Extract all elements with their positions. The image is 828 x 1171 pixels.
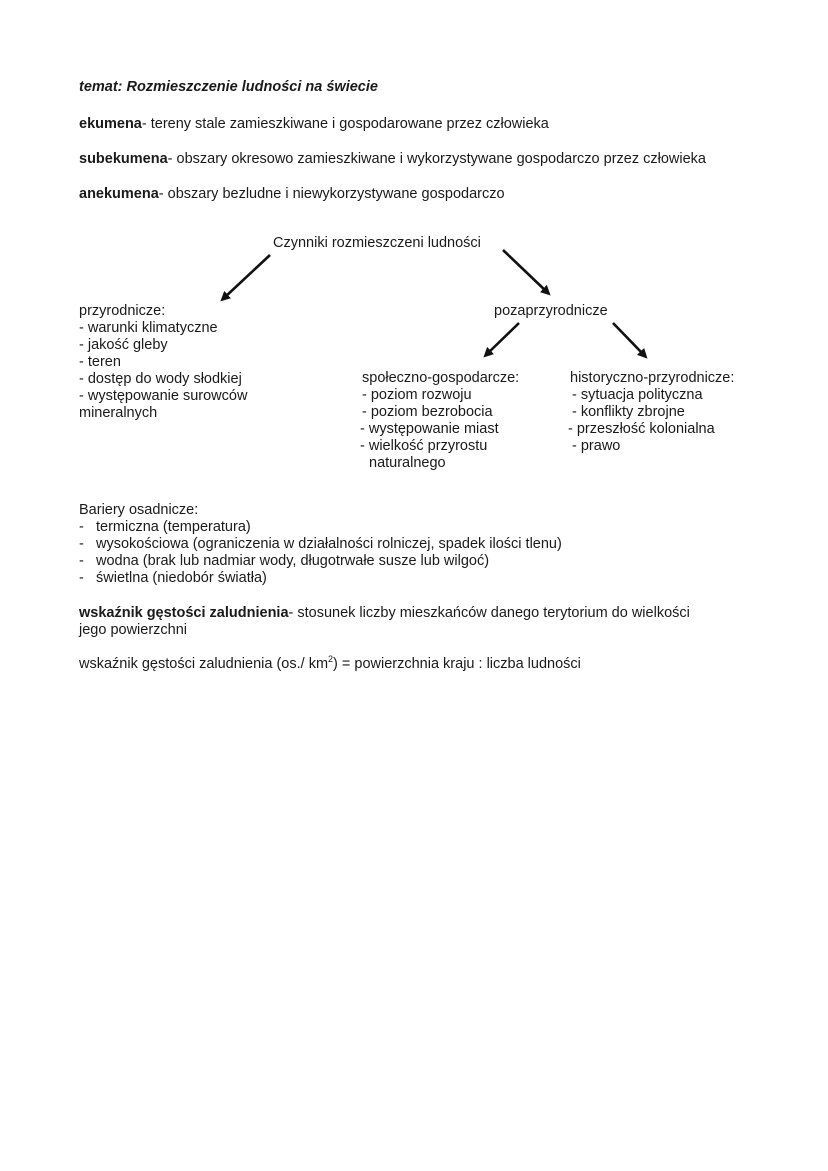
barriers-heading: Bariery osadnicze:: [79, 502, 199, 518]
definition-subekumena: [79, 151, 706, 168]
definition-text: - tereny stale zamieszkiwane i gospodarowane przez człowieka: [141, 116, 549, 132]
list-item: - teren: [79, 354, 121, 370]
list-item: - warunki klimatyczne: [79, 320, 218, 336]
list-item: - konflikty zbrojne: [572, 404, 685, 420]
barrier-text: wodna (brak lub nadmiar wody, długotrwałe susze lub wilgoć): [96, 553, 490, 569]
list-item: - przeszłość kolonialna: [568, 421, 715, 437]
definition-anekumena: [79, 186, 505, 203]
definition-term: anekumena: [79, 186, 159, 202]
definition-text: - obszary bezludne i niewykorzystywane gospodarczo: [158, 186, 505, 202]
non-natural-heading: pozaprzyrodnicze: [494, 303, 608, 319]
list-item: - występowanie miast: [360, 421, 499, 437]
social-heading: społeczno-gospodarcze:: [362, 370, 520, 386]
barrier-text: wysokościowa (ograniczenia w działalności rolniczej, spadek ilości tlenu): [96, 536, 562, 552]
historical-heading: historyczno-przyrodnicze:: [570, 370, 735, 386]
list-item: - wodna (brak lub nadmiar wody, długotrwałe susze lub wilgoć): [79, 553, 490, 569]
definition-term: subekumena: [79, 151, 168, 167]
density-definition-line1: - stosunek liczby mieszkańców danego terytorium do wielkości: [288, 605, 690, 621]
list-item: - wysokościowa (ograniczenia w działalności rolniczej, spadek ilości tlenu): [79, 536, 562, 552]
formula-superscript: 2: [328, 654, 334, 665]
definition-text: - obszary okresowo zamieszkiwane i wykorzystywane gospodarczo przez człowieka: [167, 151, 706, 167]
list-item: - poziom bezrobocia: [362, 404, 493, 420]
list-item: mineralnych: [79, 405, 158, 421]
list-item: - termiczna (temperatura): [79, 519, 251, 535]
list-item: naturalnego: [369, 455, 446, 471]
list-item: - występowanie surowców: [79, 388, 248, 404]
formula-suffix: ) = powierzchnia kraju : liczba ludności: [333, 656, 581, 672]
density-definition-line2: jego powierzchni: [79, 622, 188, 638]
density-definition: [79, 605, 690, 639]
list-item: - dostęp do wody słodkiej: [79, 371, 242, 387]
arrow-to-historical: [613, 323, 644, 355]
barrier-text: świetlna (niedobór światła): [96, 570, 267, 586]
barriers-section: [79, 502, 562, 587]
arrow-to-non-natural: [503, 250, 547, 292]
density-formula: [79, 656, 581, 673]
page-title: temat: Rozmieszczenie ludności na świecie: [79, 79, 378, 95]
definition-term: ekumena: [79, 116, 142, 132]
formula-prefix: wskaźnik gęstości zaludnienia (os./ km: [79, 656, 329, 672]
barrier-text: termiczna (temperatura): [96, 519, 251, 535]
list-item: - poziom rozwoju: [362, 387, 472, 403]
definition-ekumena: [79, 116, 549, 133]
social-factors: [360, 370, 519, 472]
diagram-root: Czynniki rozmieszczeni ludności: [273, 235, 481, 251]
list-item: - świetlna (niedobór światła): [79, 570, 267, 586]
natural-factors: [79, 303, 247, 422]
density-term: wskaźnik gęstości zaludnienia: [79, 605, 289, 621]
list-item: - wielkość przyrostu: [360, 438, 488, 454]
list-item: - sytuacja polityczna: [572, 387, 703, 403]
list-item: - jakość gleby: [79, 337, 168, 353]
arrow-to-natural: [224, 255, 270, 298]
natural-heading: przyrodnicze:: [79, 303, 166, 319]
arrow-to-social: [487, 323, 519, 354]
list-item: - prawo: [572, 438, 621, 454]
historical-factors: [568, 370, 734, 455]
